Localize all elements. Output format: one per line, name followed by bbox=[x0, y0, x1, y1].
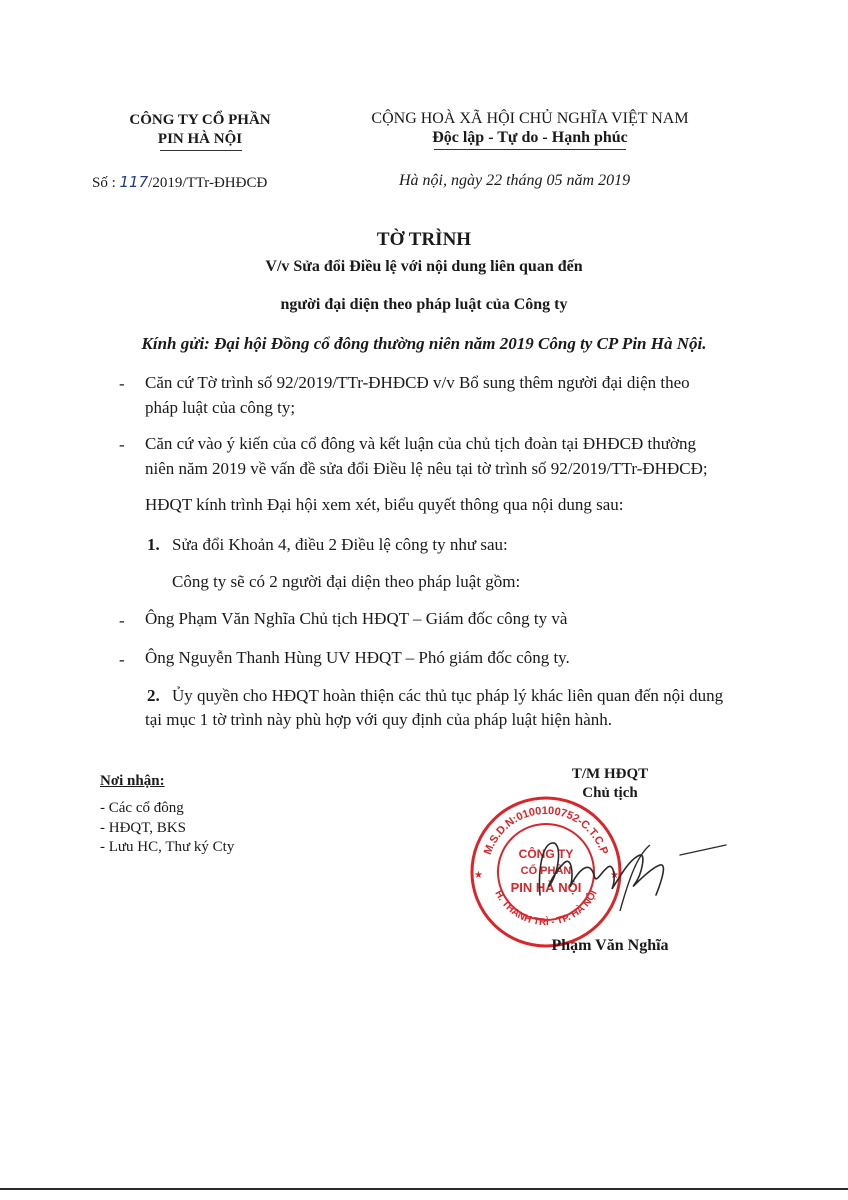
company-name-line1: CÔNG TY CỔ PHẦN bbox=[129, 112, 271, 128]
national-motto: Độc lập - Tự do - Hạnh phúc bbox=[432, 129, 628, 146]
doc-no-suffix: /2019/TTr-ĐHĐCĐ bbox=[148, 175, 268, 191]
item2-number: 2. bbox=[147, 686, 160, 705]
seal-ring-text: M.S.D.N:0100100752-C.T.C.P bbox=[481, 804, 611, 857]
item1-number: 1. bbox=[147, 535, 160, 554]
representative-2: Ông Nguyễn Thanh Hùng UV HĐQT – Phó giám đốc công ty. bbox=[145, 648, 570, 667]
place-date: Hà nội, ngày 22 tháng 05 năm 2019 bbox=[399, 172, 631, 189]
item1-text: Sửa đổi Khoản 4, điều 2 Điều lệ công ty như sau: bbox=[172, 535, 508, 554]
basis2-line1: Căn cứ vào ý kiến của cổ đông và kết luận của chủ tịch đoàn tại ĐHĐCĐ thường bbox=[145, 434, 696, 453]
recipient-item: - Các cổ đông bbox=[100, 800, 184, 816]
item1-subtext: Công ty sẽ có 2 người đại diện theo pháp luật gồm: bbox=[172, 572, 521, 591]
representative-1: Ông Phạm Văn Nghĩa Chủ tịch HĐQT – Giám đốc công ty và bbox=[145, 609, 568, 628]
item2-line1: Ủy quyền cho HĐQT hoàn thiện các thủ tục pháp lý khác liên quan đến nội dung bbox=[172, 686, 724, 705]
seal-ring-bottom-text: H. THANH TRÌ - TP. HÀ NỘI bbox=[492, 888, 600, 929]
basis1-line1: Căn cứ Tờ trình số 92/2019/TTr-ĐHĐCĐ v/v Bổ sung thêm người đại diện theo bbox=[145, 373, 690, 392]
item2-line2: tại mục 1 tờ trình này phù hợp với quy định của pháp luật hiện hành. bbox=[145, 710, 612, 729]
seal-star-icon: ★ bbox=[474, 870, 483, 881]
bullet-dash: - bbox=[119, 435, 125, 454]
on-behalf-label: T/M HĐQT bbox=[571, 766, 649, 782]
company-underline bbox=[160, 150, 242, 151]
motto-underline bbox=[434, 149, 626, 150]
basis1-line2: pháp luật của công ty; bbox=[145, 398, 296, 417]
handwritten-signature bbox=[500, 815, 730, 925]
subject-line1: V/v Sửa đổi Điều lệ với nội dung liên quan đến bbox=[265, 258, 583, 275]
company-name-line2: PIN HÀ NỘI bbox=[157, 131, 243, 147]
page-bottom-edge bbox=[0, 1188, 848, 1190]
republic-title: CỘNG HOÀ XÃ HỘI CHỦ NGHĨA VIỆT NAM bbox=[371, 110, 689, 127]
seal-star-icon: ★ bbox=[610, 870, 619, 881]
addressee: Kính gửi: Đại hội Đồng cổ đông thường niên năm 2019 Công ty CP Pin Hà Nội. bbox=[141, 334, 707, 353]
request-text: HĐQT kính trình Đại hội xem xét, biểu quyết thông qua nội dung sau: bbox=[145, 495, 624, 514]
document-number bbox=[92, 173, 267, 192]
signer-name: Phạm Văn Nghĩa bbox=[551, 937, 669, 954]
bullet-dash: - bbox=[119, 374, 125, 393]
document-title: TỜ TRÌNH bbox=[376, 229, 472, 250]
basis2-line2: niên năm 2019 về vấn đề sửa đổi Điều lệ nêu tại tờ trình số 92/2019/TTr-ĐHĐCĐ; bbox=[145, 459, 708, 478]
seal-center-line3: PIN HÀ NỘI bbox=[510, 880, 582, 895]
seal-center-line2: CỔ PHẦN bbox=[520, 865, 572, 877]
signer-position: Chủ tịch bbox=[582, 785, 638, 801]
bullet-dash: - bbox=[119, 611, 125, 630]
seal-center-line1: CÔNG TY bbox=[518, 847, 574, 861]
recipient-item: - HĐQT, BKS bbox=[100, 820, 186, 836]
doc-no-handwritten: 117 bbox=[119, 173, 149, 191]
bullet-dash: - bbox=[119, 650, 125, 669]
recipient-item: - Lưu HC, Thư ký Cty bbox=[100, 839, 235, 855]
recipients-heading: Nơi nhận: bbox=[100, 773, 165, 789]
doc-no-prefix: Số : bbox=[92, 175, 120, 191]
subject-line2: người đại diện theo pháp luật của Công ty bbox=[280, 296, 568, 313]
